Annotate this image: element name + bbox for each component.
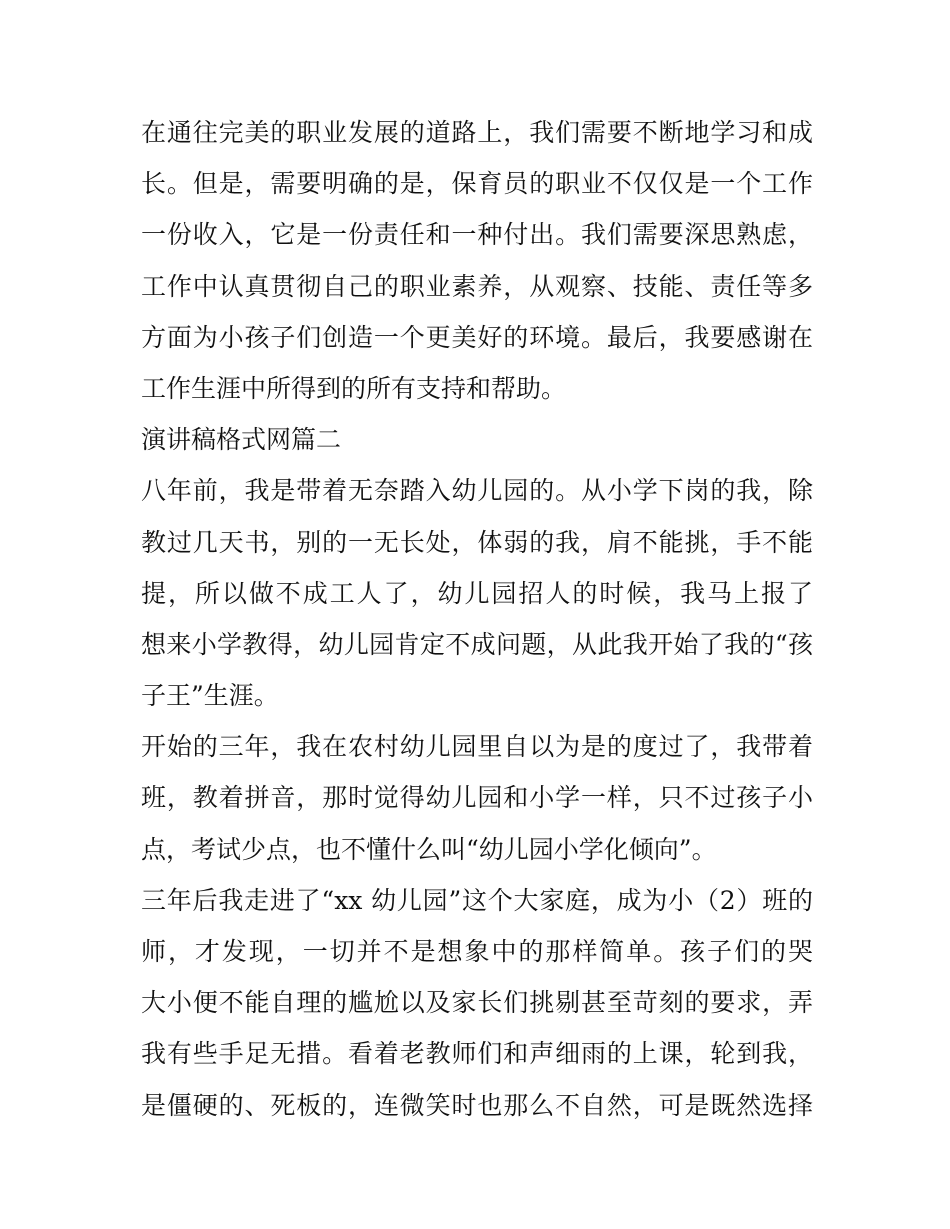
text-line: 提，所以做不成工人了，幼儿园招人的时候，我马上报了 [141,578,813,608]
text-line: 点，考试少点，也不懂什么叫“幼儿园小学化倾向”。 [141,834,717,864]
text-line: 我有些手足无措。看着老教师们和声细雨的上课，轮到我， [141,1039,813,1069]
text-line: 长。但是，需要明确的是，保育员的职业不仅仅是一个工作 [141,169,813,199]
paragraph-2 [141,465,813,721]
paragraph-4 [141,875,813,1131]
text-line: 方面为小孩子们创造一个更美好的环境。最后，我要感谢在 [141,322,813,352]
text-line: 是僵硬的、死板的，连微笑时也那么不自然，可是既然选择 [141,1090,813,1120]
text-line: 班，教着拼音，那时觉得幼儿园和小学一样，只不过孩子小 [141,783,813,813]
section-heading: 演讲稿格式网篇二 [141,425,342,455]
text-line: 教过几天书，别的一无长处，体弱的我，肩不能挑，手不能 [141,527,813,557]
text-line: 想来小学教得，幼儿园肯定不成问题，从此我开始了我的“孩 [141,629,813,659]
text-line: 工作生涯中所得到的所有支持和帮助。 [141,373,567,403]
text-line: 子王”生涯。 [141,681,279,711]
text-line: 在通往完美的职业发展的道路上，我们需要不断地学习和成 [141,118,813,147]
paragraph-3 [141,721,813,875]
text-line: 师，才发现，一切并不是想象中的那样简单。孩子们的哭 [141,937,813,966]
document-body [141,107,813,1131]
text-line: 三年后我走进了“xx 幼儿园”这个大家庭，成为小（2）班的 [141,885,813,915]
text-line: 开始的三年，我在农村幼儿园里自以为是的度过了，我带着 [141,732,813,762]
text-line: 八年前，我是带着无奈踏入幼儿园的。从小学下岗的我，除 [141,476,813,506]
text-line: 工作中认真贯彻自己的职业素养，从观察、技能、责任等多 [141,271,813,301]
text-line: 大小便不能自理的尴尬以及家长们挑剔甚至苛刻的要求，弄 [141,988,813,1018]
paragraph-1 [141,107,813,414]
text-line: 一份收入，它是一份责任和一种付出。我们需要深思熟虑， [141,220,813,250]
